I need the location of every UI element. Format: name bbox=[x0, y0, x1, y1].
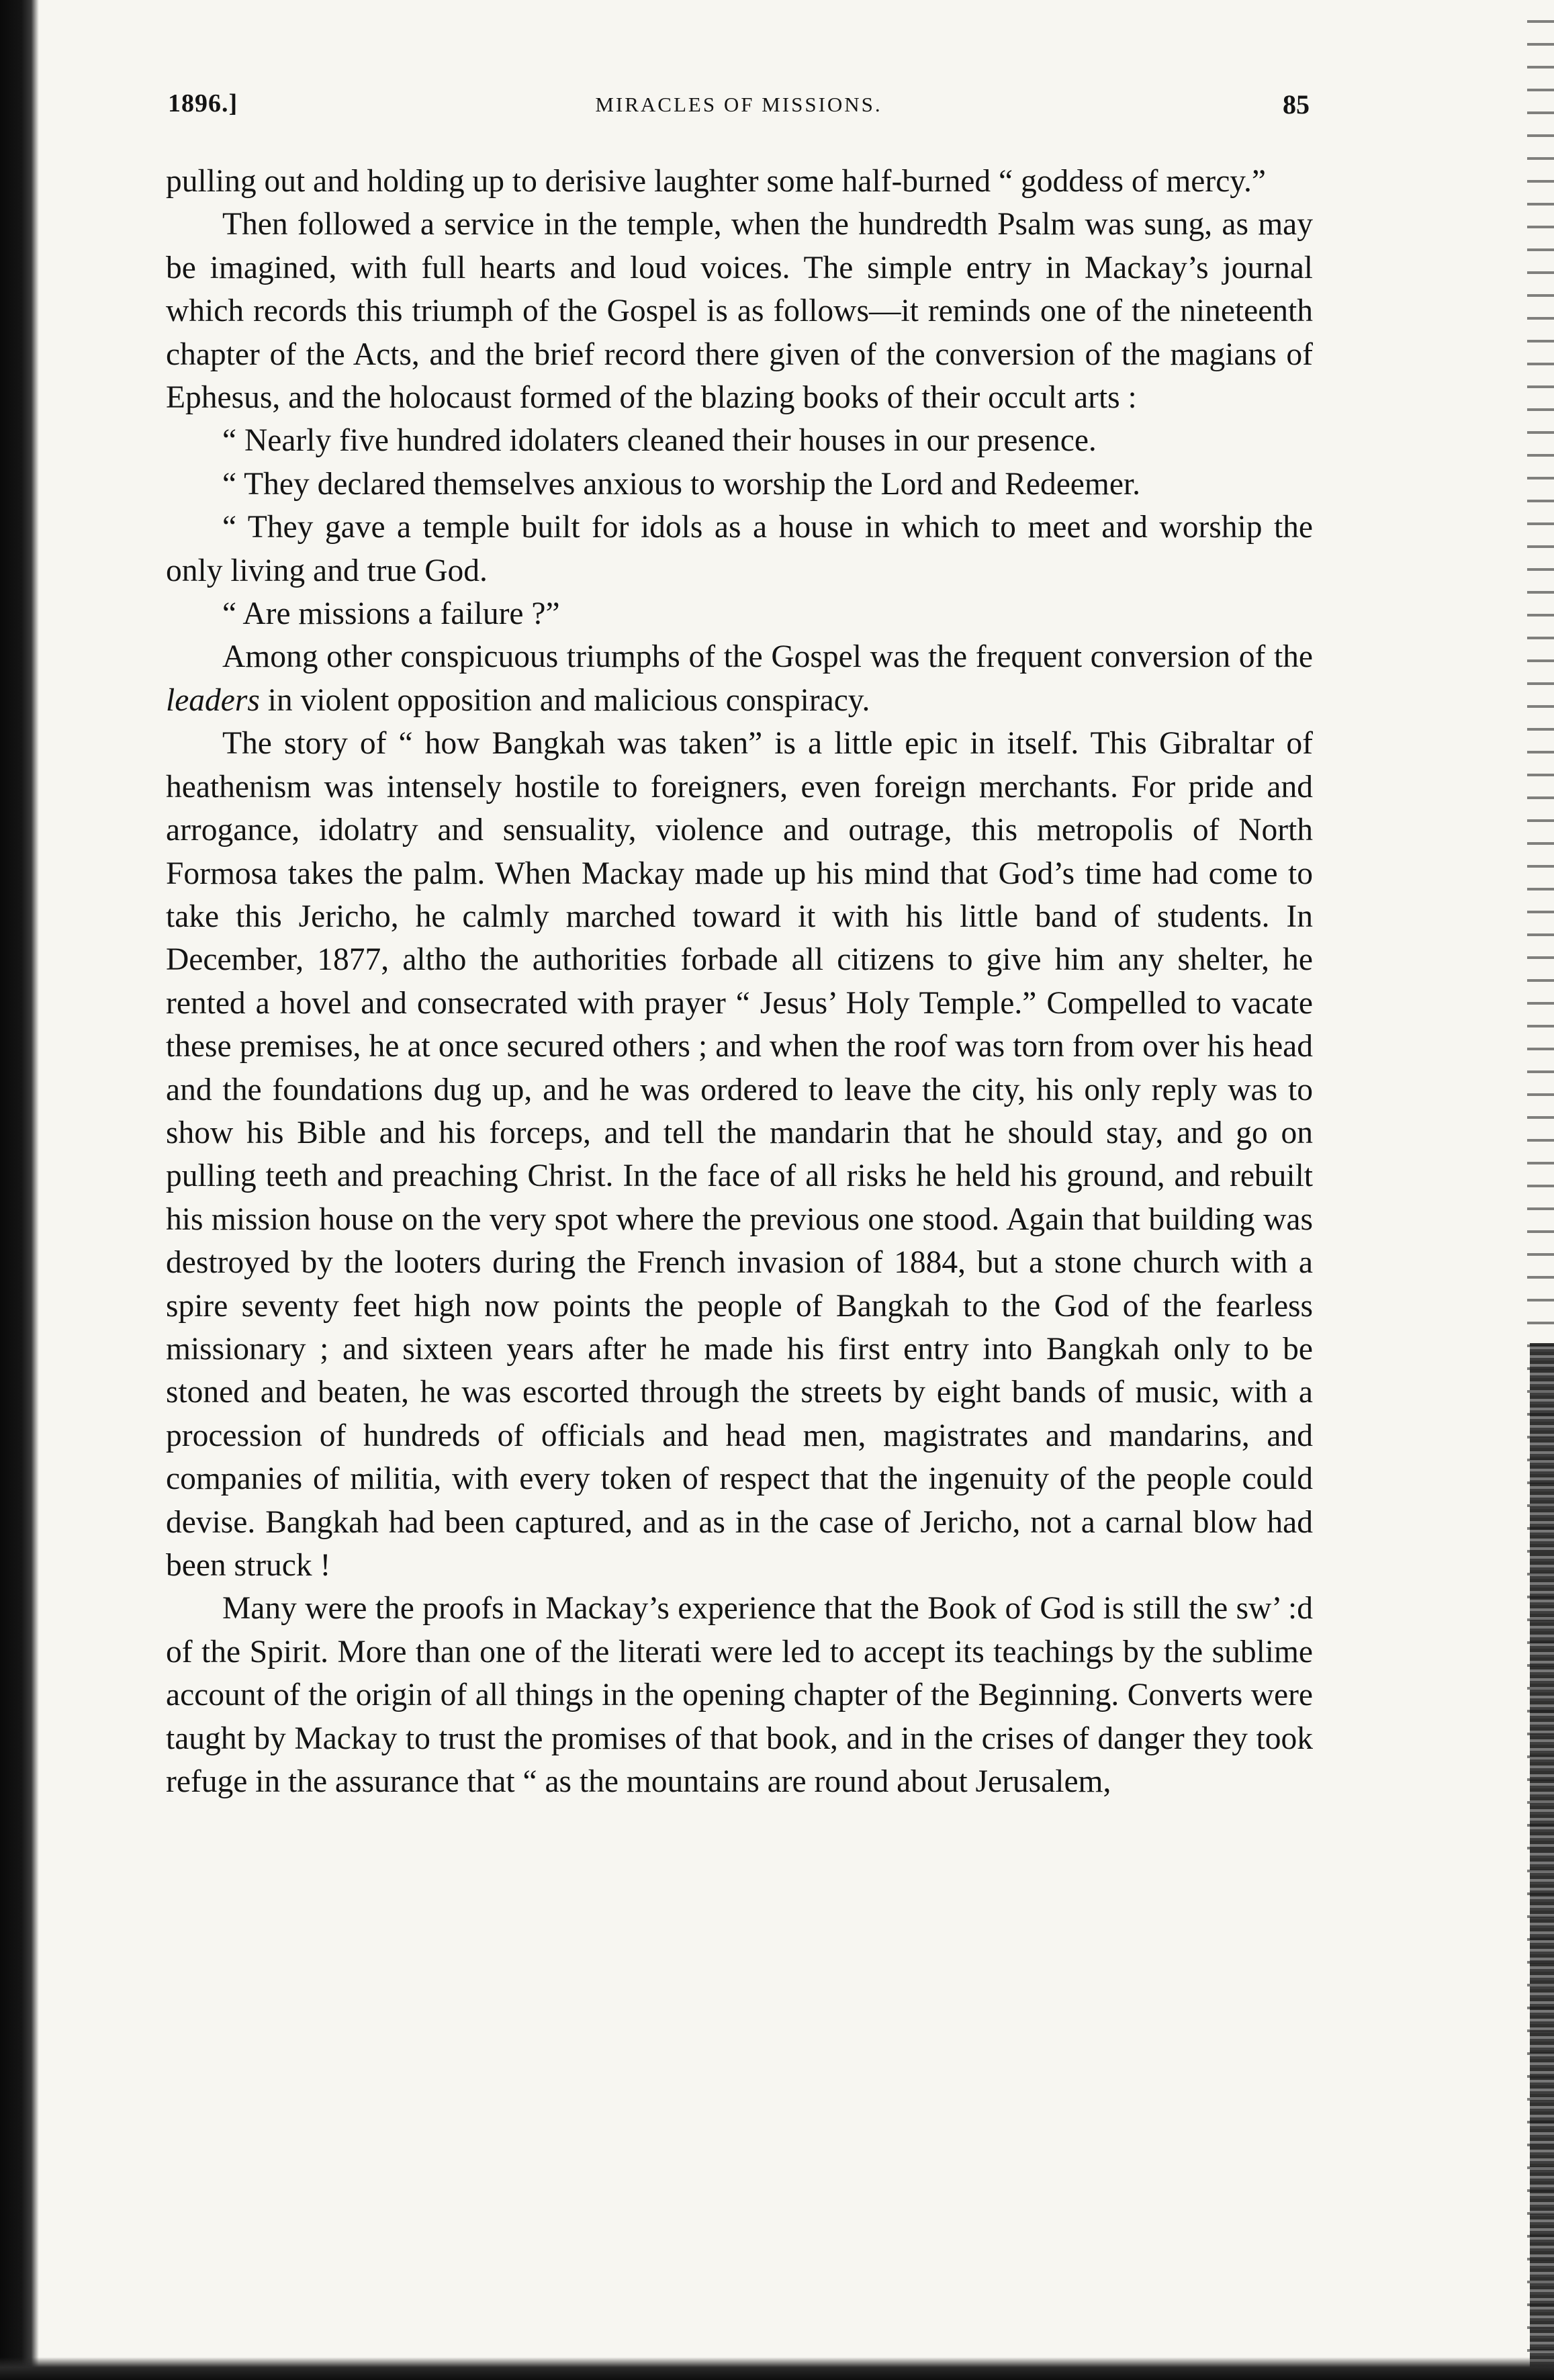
paragraph: Many were the proofs in Mackay’s experience that the Book of God is still the sw’ :d of the Spirit. More than one of the literati were led to accept its teachings by the sublime account of the origin of all things in the opening chapter of the Beginning. Converts were taught by Mackay to trust the promises of that book, and in the crises of danger they took refuge in the assurance that “ as the mountains are round about Jerusalem, bbox=[166, 1591, 1313, 1800]
page-number: 85 bbox=[1283, 89, 1310, 120]
running-head bbox=[168, 89, 1310, 129]
emphasis: leaders bbox=[166, 682, 260, 718]
scan-right-edge-lower bbox=[1530, 1343, 1554, 2380]
scan-left-edge bbox=[0, 0, 39, 2380]
scan-bottom-edge bbox=[0, 2357, 1554, 2380]
header-year: 1896.] bbox=[168, 89, 238, 118]
paragraph: Then followed a service in the temple, when the hundredth Psalm was sung, as may be imagined, with full hearts and loud voices. The simple entry in Mackay’s journal which records this triumph of the Gospel is as follows—it reminds one of the nineteenth chapter of the Acts, and the brief record there given of the conversion of the magians of Ephesus, and the holocaust formed of the blazing books of their occult arts : bbox=[166, 207, 1313, 416]
paragraph: Among other conspicuous triumphs of the Gospel was the frequent conversion of the leaders in violent opposition and malicious conspiracy. bbox=[166, 639, 1313, 718]
quote-paragraph: “ They declared themselves anxious to worship the Lord and Redeemer. bbox=[222, 466, 1140, 502]
paragraph: pulling out and holding up to derisive laughter some half-burned “ goddess of mercy.” bbox=[166, 164, 1266, 199]
quote-paragraph: “ They gave a temple built for idols as a house in which to meet and worship the only living and true God. bbox=[166, 510, 1313, 588]
paragraph: The story of “ how Bangkah was taken” is a little epic in itself. This Gibraltar of heathenism was intensely hostile to foreigners, even foreign merchants. For pride and arrogance, idolatry and sensuality, violence and outrage, this metropolis of North Formosa takes the palm. When Mackay made up his mind that God’s time had come to take this Jericho, he calmly marched toward it with his little band of students. In December, 1877, altho the authorities forbade all citizens to give him any shelter, he rented a hovel and consecrated with prayer “ Jesus’ Holy Temple.” Compelled to vacate these premises, he at once secured others ; and when the roof was torn from over his head and the foundations dug up, and he was ordered to leave the city, his only reply was to show his Bible and his forceps, and tell the mandarin that he should stay, and go on pulling teeth and preaching Christ. In the face of all risks he held his ground, and rebuilt his mission house on the very spot where the previous one stood. Again that building was destroyed by the looters during the French invasion of 1884, but a stone church with a spire seventy feet high now points the people of Bangkah to the God of the fearless missionary ; and sixteen years after he made his first entry into Bangkah only to be stoned and beaten, he was escorted through the streets by eight bands of music, with a procession of hundreds of officials and head men, magistrates and mandarins, and companies of militia, with every token of respect that the ingenuity of the people could devise. Bangkah had been captured, and as in the case of Jericho, not a carnal blow had been struck ! bbox=[166, 726, 1313, 1583]
quote-paragraph: “ Are missions a failure ?” bbox=[222, 596, 560, 632]
quote-paragraph: “ Nearly five hundred idolaters cleaned their houses in our presence. bbox=[222, 423, 1097, 459]
header-title: MIRACLES OF MISSIONS. bbox=[595, 93, 882, 116]
body-text bbox=[166, 160, 1313, 1803]
